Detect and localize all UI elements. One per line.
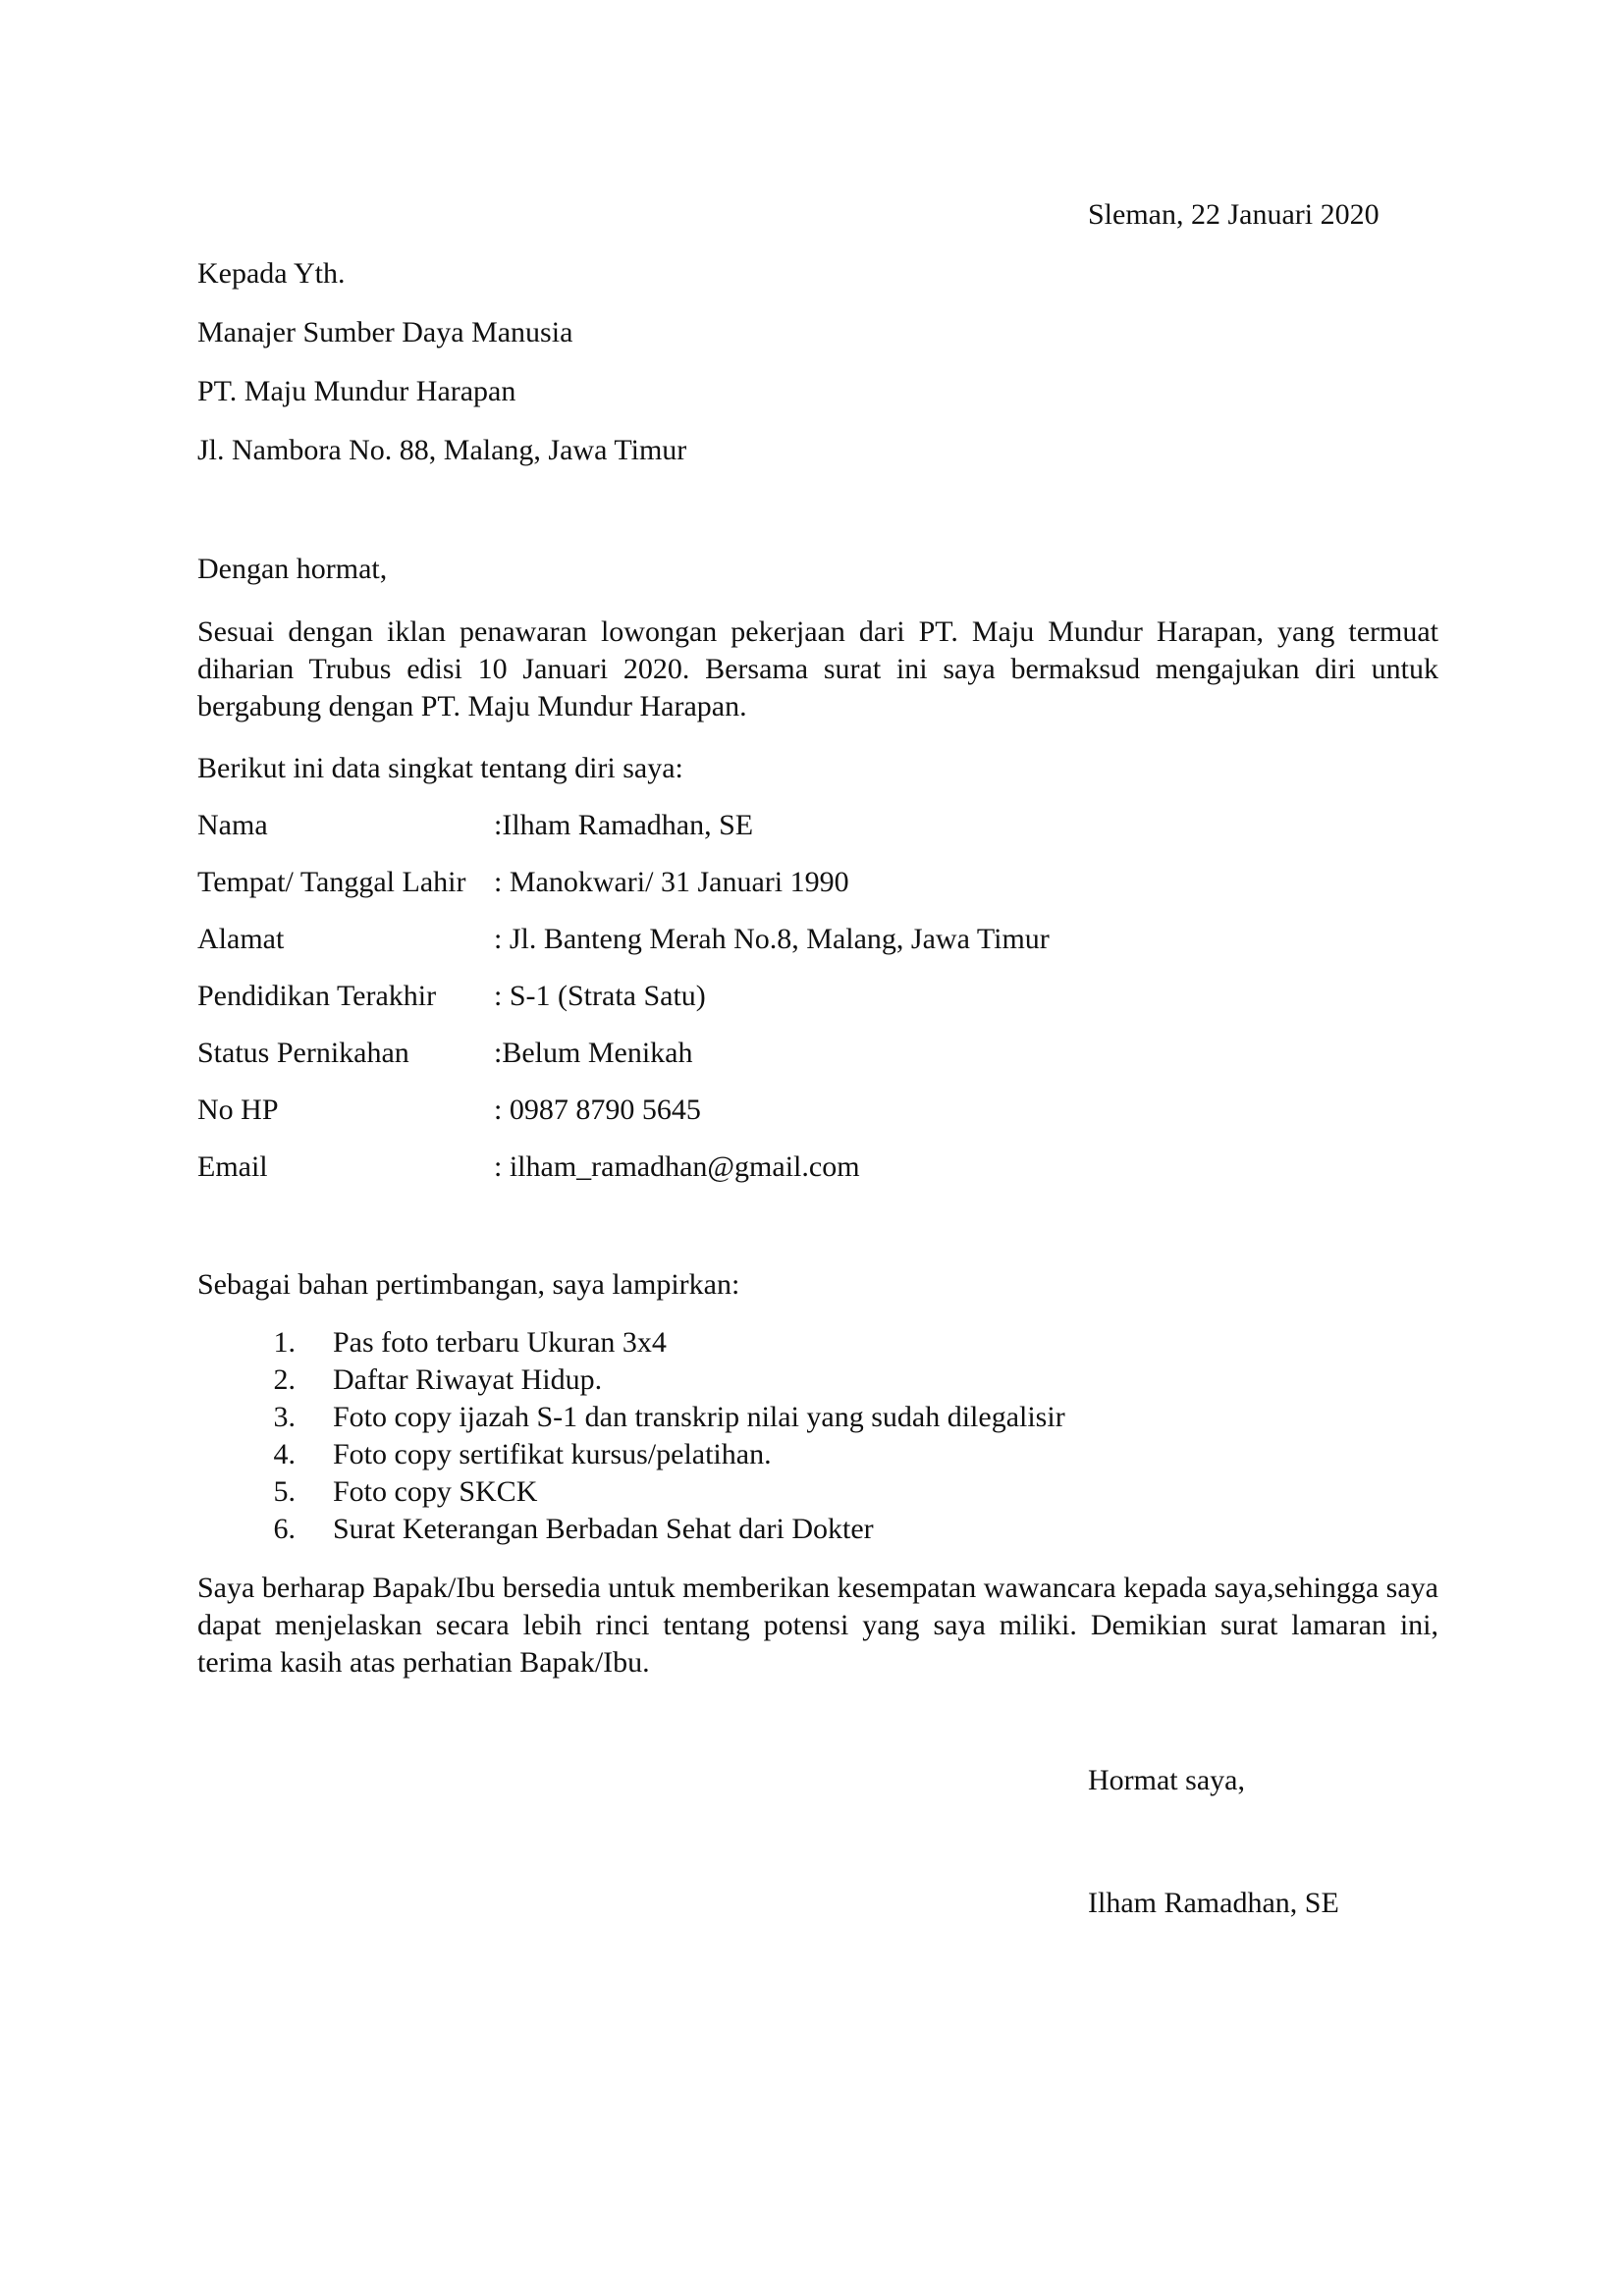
list-item-number: 5. <box>273 1475 296 1508</box>
list-item <box>197 1324 1065 1362</box>
signer-name: Ilham Ramadhan, SE <box>1088 1887 1339 1919</box>
list-item-text: Daftar Riwayat Hidup. <box>333 1363 603 1396</box>
detail-label: Alamat <box>197 923 285 955</box>
list-item-text: Surat Keterangan Berbadan Sehat dari Dokter <box>333 1513 874 1545</box>
recipient-line: Kepada Yth. <box>197 257 346 290</box>
list-item-text: Foto copy ijazah S-1 dan transkrip nilai yang sudah dilegalisir <box>333 1401 1065 1433</box>
detail-label: Email <box>197 1150 268 1183</box>
recipient-block <box>197 255 686 491</box>
list-item <box>197 1436 1065 1473</box>
opening-paragraph: Sesuai dengan iklan penawaran lowongan pekerjaan dari PT. Maju Mundur Harapan, yang termuat diharian Trubus edisi 10 Januari 2020. Bersama surat ini saya bermaksud mengajukan diri untuk bergabung dengan PT. Maju Mundur Harapan. <box>197 615 1438 722</box>
detail-label: Status Pernikahan <box>197 1037 409 1069</box>
list-item-number: 4. <box>273 1438 296 1470</box>
greeting: Dengan hormat, <box>197 553 388 585</box>
detail-value: : 0987 8790 5645 <box>494 1094 701 1126</box>
letter-date: Sleman, 22 Januari 2020 <box>1088 198 1380 231</box>
list-item <box>197 1399 1065 1436</box>
list-item-number: 1. <box>273 1326 296 1359</box>
list-item <box>197 1473 1065 1511</box>
detail-row <box>197 1035 1050 1092</box>
detail-value: : Jl. Banteng Merah No.8, Malang, Jawa Timur <box>494 923 1050 955</box>
detail-label: Nama <box>197 809 268 841</box>
list-item-number: 2. <box>273 1363 296 1396</box>
recipient-line: Manajer Sumber Daya Manusia <box>197 316 573 348</box>
list-item-number: 6. <box>273 1513 296 1545</box>
detail-value: : S-1 (Strata Satu) <box>494 980 706 1012</box>
detail-row <box>197 921 1050 978</box>
detail-row <box>197 978 1050 1035</box>
attachments-intro: Sebagai bahan pertimbangan, saya lampirkan: <box>197 1268 740 1301</box>
detail-label: Pendidikan Terakhir <box>197 980 437 1012</box>
list-item-text: Foto copy sertifikat kursus/pelatihan. <box>333 1438 772 1470</box>
detail-row <box>197 864 1050 921</box>
detail-value: : ilham_ramadhan@gmail.com <box>494 1150 860 1183</box>
list-item <box>197 1511 1065 1548</box>
closing-salutation: Hormat saya, <box>1088 1764 1245 1796</box>
attachments-list <box>197 1324 1065 1548</box>
detail-row <box>197 1092 1050 1148</box>
list-item <box>197 1362 1065 1399</box>
detail-value: :Ilham Ramadhan, SE <box>494 809 754 841</box>
personal-details <box>197 807 1050 1205</box>
detail-row <box>197 1148 1050 1205</box>
list-item-text: Pas foto terbaru Ukuran 3x4 <box>333 1326 667 1359</box>
detail-row <box>197 807 1050 864</box>
details-intro: Berikut ini data singkat tentang diri saya: <box>197 752 683 784</box>
list-item-text: Foto copy SKCK <box>333 1475 538 1508</box>
detail-label: No HP <box>197 1094 279 1126</box>
recipient-line: Jl. Nambora No. 88, Malang, Jawa Timur <box>197 434 687 466</box>
closing-paragraph: Saya berharap Bapak/Ibu bersedia untuk memberikan kesempatan wawancara kepada saya,sehingga saya dapat menjelaskan secara lebih rinci tentang potensi yang saya miliki. Demikian surat lamaran ini, terima kasih atas perhatian Bapak/Ibu. <box>197 1572 1438 1679</box>
detail-label: Tempat/ Tanggal Lahir <box>197 866 466 898</box>
detail-value: : Manokwari/ 31 Januari 1990 <box>494 866 849 898</box>
recipient-line: PT. Maju Mundur Harapan <box>197 375 516 407</box>
detail-value: :Belum Menikah <box>494 1037 693 1069</box>
list-item-number: 3. <box>273 1401 296 1433</box>
